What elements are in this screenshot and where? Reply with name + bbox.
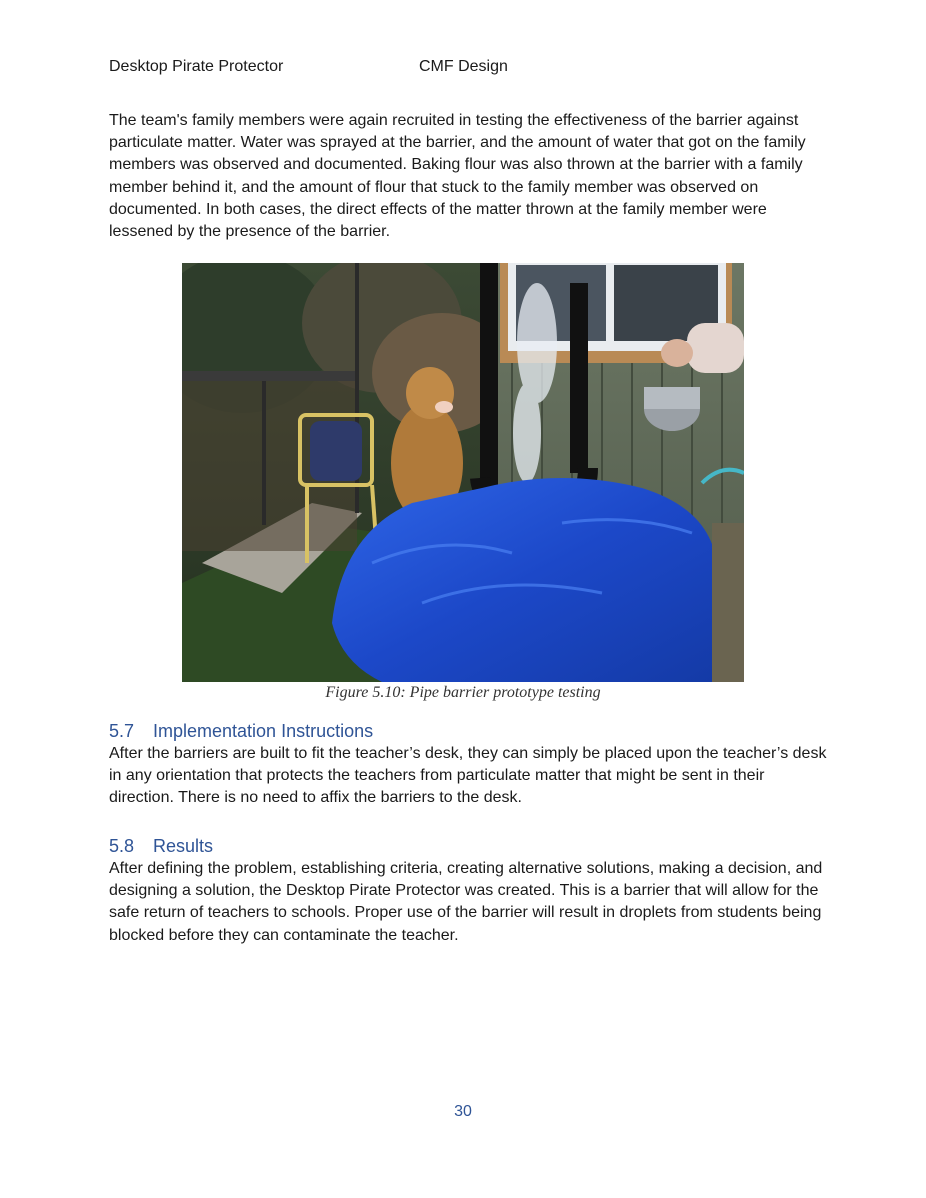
section-number: 5.7	[109, 721, 135, 741]
figure-caption: Figure 5.10: Pipe barrier prototype testing	[325, 684, 601, 701]
section-heading-results	[109, 835, 213, 857]
section-title: Results	[153, 836, 214, 856]
section-heading-implementation	[109, 720, 373, 742]
section-number: 5.8	[109, 836, 135, 856]
figure-photo-pipe-barrier-test	[182, 263, 744, 682]
intro-paragraph: The team's family members were again recruited in testing the effectiveness of the barrier against particulate matter. Water was sprayed at the barrier, and the amount of water that got on the family members was observed and documented. Baking flour was also thrown at the barrier with a family member behind it, and the amount of flour that stuck to the family member was observed on documented. In both cases, the direct effects of the matter thrown at the family member were lessened by the presence of the barrier.	[109, 112, 806, 241]
implementation-paragraph: After the barriers are built to fit the teacher’s desk, they can simply be placed upon the teacher’s desk in any orientation that protects the teachers from particulate matter that might be sent in their direction. There is no need to affix the barriers to the desk.	[109, 745, 827, 807]
page-number: 30	[454, 1103, 472, 1120]
section-title: Implementation Instructions	[153, 721, 374, 741]
header-document-title: Desktop Pirate Protector	[109, 58, 284, 75]
results-paragraph: After defining the problem, establishing criteria, creating alternative solutions, making a decision, and designing a solution, the Desktop Pirate Protector was created. This is a barrier that will allow for the safe return of teachers to schools. Proper use of the barrier will result in droplets from students being blocked before they can contaminate the teacher.	[109, 860, 823, 944]
header-team-name: CMF Design	[419, 58, 508, 75]
